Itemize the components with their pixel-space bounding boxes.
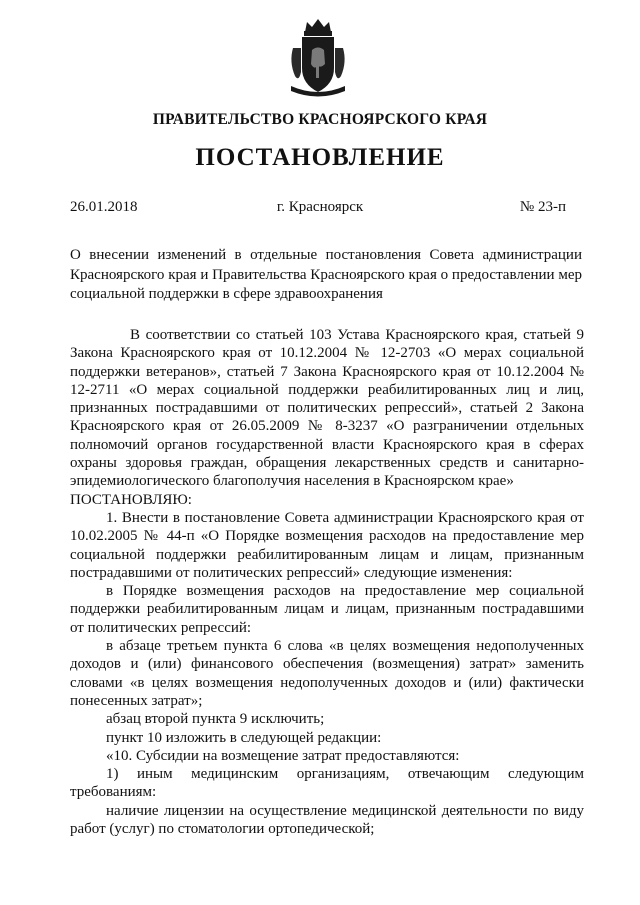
document-city: г. Красноярск [276, 199, 364, 215]
government-name: ПРАВИТЕЛЬСТВО КРАСНОЯРСКОГО КРАЯ [152, 111, 488, 128]
body-paragraph: 1) иным медицинским организациям, отвечающим следующим требованиям: [70, 766, 584, 801]
body-paragraph: пункт 10 изложить в следующей редакции: [106, 729, 382, 746]
document-subject: О внесении изменений в отдельные постановления Совета администрации Красноярского края и Правительства Красноярского края о предоставлении мер социальной поддержки в сфере здравоохранения [70, 247, 582, 302]
document-date: 26.01.2018 [70, 199, 138, 215]
body-paragraph: наличие лицензии на осуществление медицинской деятельности по виду работ (услуг) по стоматологии ортопедической; [70, 802, 584, 838]
body-paragraph: 1. Внести в постановление Совета администрации Красноярского края от 10.02.2005 № 44-п «О Порядке возмещения расходов на предоставление мер социальной поддержки реабилитированным лицам и лицам, признанным пострадавшими от политических репрессий» следующие изменения: [70, 509, 584, 581]
body-paragraph: в Порядке возмещения расходов на предоставление мер социальной поддержки реабилитированным лицам и лицам, признанным пострадавшими от политических репрессий: [70, 583, 584, 636]
document-number: № 23-п [519, 199, 566, 215]
body-paragraph: в абзаце третьем пункта 6 слова «в целях возмещения недополученных доходов и (или) финансового обеспечения (возмещения) затрат» заменить словами «в целях возмещения недополученных доходов и (или) фактически понесенных затрат»; [70, 638, 584, 709]
document-body [70, 326, 584, 838]
resolve-heading: ПОСТАНОВЛЯЮ: [70, 491, 192, 508]
krasnoyarsk-coat-of-arms-icon [285, 18, 351, 98]
body-paragraph: абзац второй пункта 9 исключить; [106, 711, 325, 728]
body-paragraph: «10. Субсидии на возмещение затрат предоставляются: [106, 747, 460, 764]
preamble-paragraph: В соответствии со статьей 103 Устава Красноярского края, статьей 9 Закона Красноярского края от 10.12.2004 № 12-2703 «О мерах социальной поддержки ветеранов», статьей 7 Закона Красноярского края от 10.12.2004 № 12-2711 «О мерах социальной поддержки реабилитированных лиц и лиц, признанных пострадавшими от политических репрессий», статьей 2 Закона Красноярского края от 26.05.2009 № 8-3237 «О разграничении отдельных полномочий органов государственной власти Красноярского края в сферах охраны здоровья граждан, обращения лекарственных средств и санитарно-эпидемиологического благополучия населения в Красноярском крае» [70, 327, 584, 490]
document-type-title: ПОСТАНОВЛЕНИЕ [195, 144, 445, 171]
